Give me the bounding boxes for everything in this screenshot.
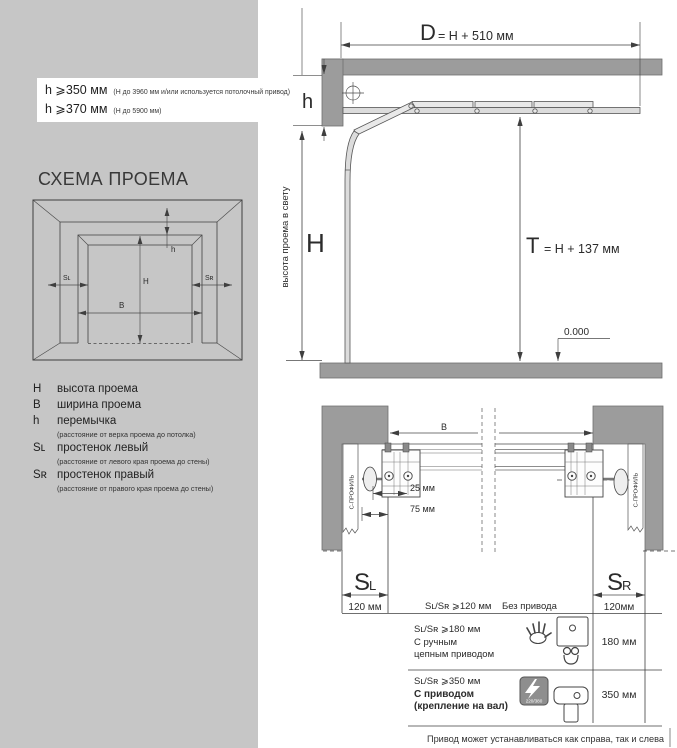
dimension-B <box>390 422 593 433</box>
sl-letter: S <box>354 569 371 596</box>
technical-drawing <box>278 0 677 748</box>
row2-manual-chain-drive <box>414 617 636 664</box>
row2-value: 180 мм <box>601 636 637 648</box>
plan-section-drawing <box>322 406 675 723</box>
dim-D-formula: = H + 510 мм <box>438 29 514 43</box>
power-supply-icon <box>520 677 548 705</box>
row3-desc-2: (крепление на вал) <box>414 701 508 712</box>
scheme-dimensions <box>48 208 232 343</box>
sl-value: 120 мм <box>348 602 382 613</box>
dim-h-letter: h <box>302 91 314 113</box>
scheme-dim-B-label: B <box>119 301 125 310</box>
dimension-H <box>280 8 325 361</box>
dim-T-letter: T <box>526 233 540 258</box>
side-view-drawing <box>280 8 662 378</box>
legend-item-sl <box>33 440 268 456</box>
row1-requirement: Sʟ/Sʀ ⩾120 мм <box>425 601 492 612</box>
dim-D-letter: D <box>420 20 436 45</box>
legend-text-sr: простенок правый <box>57 469 155 481</box>
panel-roller <box>409 104 413 108</box>
clear-height-note: высота проема в свету <box>280 186 291 288</box>
legend-text-H: высота проема <box>57 383 138 395</box>
power-supply-label: 220/380 <box>525 698 543 704</box>
row3-requirement: Sʟ/Sʀ ⩾350 мм <box>414 676 481 687</box>
legend-item-h <box>33 413 268 429</box>
chain-drive-motor-icon <box>557 617 588 664</box>
sr-index: R <box>622 578 632 593</box>
dimension-75mm <box>362 504 435 521</box>
sl-index: L <box>369 578 377 593</box>
dim-B-label: B <box>441 422 448 432</box>
hand-icon <box>527 622 551 644</box>
sr-value: 120мм <box>603 602 635 613</box>
c-profile-left-label: С-ПРОФИЛЬ <box>349 474 356 510</box>
shaft-drive-motor-icon <box>554 687 588 722</box>
lintel-rule-2-detail: (H до 5900 мм) <box>113 108 162 115</box>
dimension-T <box>520 117 620 361</box>
legend-text-sl: простенок левый <box>57 442 149 454</box>
sr-column-header <box>593 569 645 613</box>
zero-level-mark <box>558 327 610 361</box>
scheme-dim-H-label: H <box>143 277 149 286</box>
dim-75mm-label: 75 мм <box>410 504 435 514</box>
legend-item-H <box>33 381 268 397</box>
legend-term-H: H <box>33 383 42 395</box>
scheme-title: СХЕМА ПРОЕМА <box>38 169 189 189</box>
c-profile-left <box>343 444 358 534</box>
dimension-h <box>293 59 324 141</box>
horizontal-track <box>343 108 640 114</box>
legend-term-sl: Sʟ <box>33 442 46 454</box>
lintel-rule-1-value: h ⩾350 мм <box>45 83 108 97</box>
floor-slab <box>320 363 662 378</box>
row3-shaft-drive <box>414 676 636 722</box>
row2-requirement: Sʟ/Sʀ ⩾180 мм <box>414 624 481 635</box>
scheme-dim-sl-label: Sʟ <box>63 275 71 282</box>
row3-desc-1: С приводом <box>414 689 475 700</box>
legend-term-sr: Sʀ <box>33 469 47 481</box>
right-spring-bracket <box>557 443 632 497</box>
lintel-rule-2 <box>45 101 293 120</box>
zero-level-value: 0.000 <box>564 327 590 338</box>
lintel-rule-1 <box>45 82 293 101</box>
legend-term-h: h <box>33 415 40 427</box>
lintel-note-box <box>37 78 293 122</box>
dim-H-letter: H <box>306 228 325 258</box>
row2-desc-2: цепным приводом <box>414 649 495 660</box>
anchor-crosshair-icon <box>342 82 364 104</box>
scheme-dim-h-label: h <box>171 245 176 254</box>
lintel-rule-2-value: h ⩾370 мм <box>45 102 108 116</box>
dim-25mm-label: 25 мм <box>410 483 435 493</box>
legend <box>33 381 268 494</box>
options-table <box>342 569 670 747</box>
legend-text-B: ширина проема <box>57 399 142 411</box>
dim-T-formula: = H + 137 мм <box>544 242 620 256</box>
legend-item-sr <box>33 467 268 483</box>
ceiling-slab <box>322 59 662 75</box>
legend-term-B: B <box>33 399 41 411</box>
vertical-door-leaf <box>345 131 359 363</box>
sl-column-header <box>342 569 388 613</box>
c-profile-right <box>628 444 643 532</box>
scheme-dim-sr-label: Sʀ <box>205 275 214 282</box>
transition-panel <box>354 102 415 135</box>
legend-sub-sl: (расстояние от левого края проема до стены) <box>57 457 210 466</box>
footer-note: Привод может устанавливаться как справа, так и слева <box>426 734 664 744</box>
row2-desc-1: С ручным <box>414 637 457 648</box>
lintel-rule-1-detail: (H до 3960 мм и/или используется потолочный привод) <box>113 89 290 96</box>
row1-description: Без привода <box>502 601 557 612</box>
sr-letter: S <box>607 569 624 596</box>
opening-scheme-diagram <box>25 195 255 367</box>
legend-item-B <box>33 397 268 413</box>
lintel-wall <box>322 59 343 126</box>
legend-text-h: перемычка <box>57 415 117 427</box>
legend-sub-sr: (расстояние от правого края проема до стены) <box>57 484 214 493</box>
c-profile-right-label: С-ПРОФИЛЬ <box>633 472 640 508</box>
legend-sub-h: (расстояние от верха проема до потолка) <box>57 430 196 439</box>
row3-value: 350 мм <box>601 689 637 701</box>
